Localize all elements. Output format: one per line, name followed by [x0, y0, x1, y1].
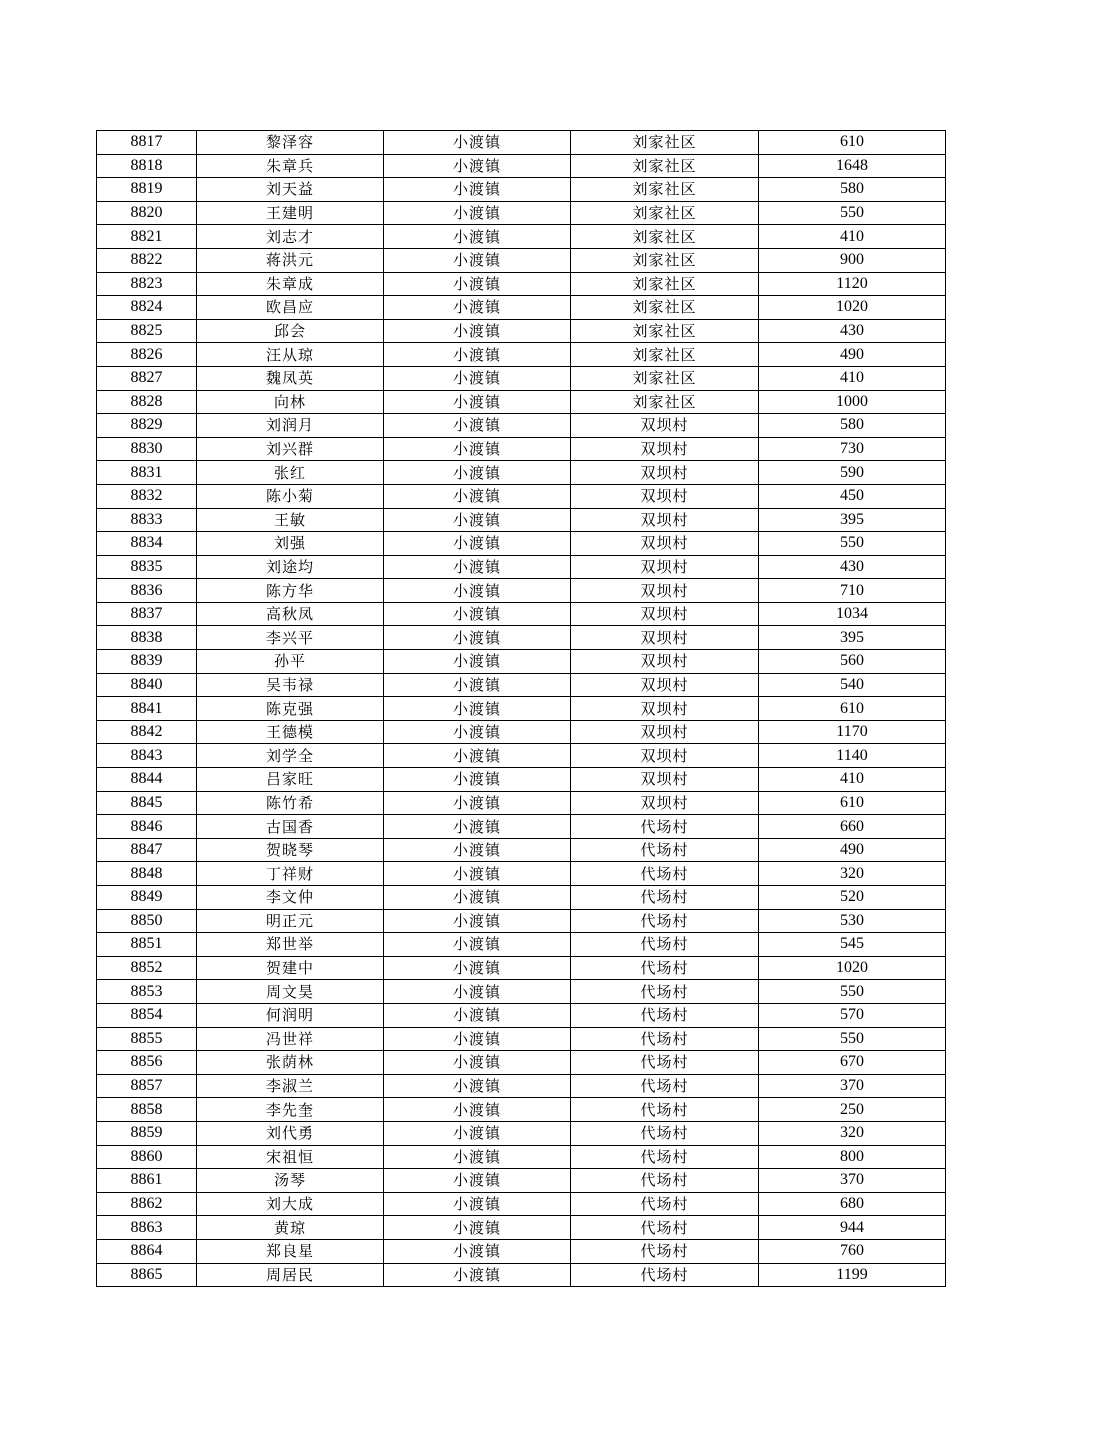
row-id-cell: 8858 — [97, 1098, 197, 1122]
town-cell: 小渡镇 — [384, 697, 571, 721]
village-cell: 双坝村 — [571, 650, 759, 674]
table-row — [97, 697, 946, 721]
name-cell: 陈克强 — [197, 697, 384, 721]
town-cell: 小渡镇 — [384, 1027, 571, 1051]
name-cell: 陈竹希 — [197, 791, 384, 815]
town-cell: 小渡镇 — [384, 154, 571, 178]
amount-cell: 490 — [759, 343, 946, 367]
row-id-cell: 8826 — [97, 343, 197, 367]
village-cell: 代场村 — [571, 1239, 759, 1263]
table-row — [97, 886, 946, 910]
village-cell: 代场村 — [571, 1216, 759, 1240]
row-id-cell: 8819 — [97, 178, 197, 202]
table-row — [97, 768, 946, 792]
village-cell: 双坝村 — [571, 532, 759, 556]
amount-cell: 540 — [759, 673, 946, 697]
village-cell: 双坝村 — [571, 697, 759, 721]
amount-cell: 370 — [759, 1074, 946, 1098]
village-cell: 双坝村 — [571, 720, 759, 744]
amount-cell: 550 — [759, 980, 946, 1004]
name-cell: 刘代勇 — [197, 1121, 384, 1145]
village-cell: 刘家社区 — [571, 296, 759, 320]
village-cell: 双坝村 — [571, 673, 759, 697]
village-cell: 代场村 — [571, 815, 759, 839]
village-cell: 代场村 — [571, 909, 759, 933]
amount-cell: 610 — [759, 131, 946, 155]
table-row — [97, 1051, 946, 1075]
amount-cell: 660 — [759, 815, 946, 839]
village-cell: 代场村 — [571, 980, 759, 1004]
row-id-cell: 8842 — [97, 720, 197, 744]
row-id-cell: 8863 — [97, 1216, 197, 1240]
village-cell: 代场村 — [571, 1192, 759, 1216]
table-row — [97, 1121, 946, 1145]
town-cell: 小渡镇 — [384, 650, 571, 674]
town-cell: 小渡镇 — [384, 933, 571, 957]
table-row — [97, 225, 946, 249]
amount-cell: 610 — [759, 697, 946, 721]
table-row — [97, 154, 946, 178]
amount-cell: 1034 — [759, 602, 946, 626]
village-cell: 刘家社区 — [571, 272, 759, 296]
row-id-cell: 8839 — [97, 650, 197, 674]
row-id-cell: 8847 — [97, 838, 197, 862]
amount-cell: 1199 — [759, 1263, 946, 1287]
village-cell: 刘家社区 — [571, 154, 759, 178]
amount-cell: 710 — [759, 579, 946, 603]
row-id-cell: 8846 — [97, 815, 197, 839]
name-cell: 朱章成 — [197, 272, 384, 296]
amount-cell: 530 — [759, 909, 946, 933]
row-id-cell: 8853 — [97, 980, 197, 1004]
town-cell: 小渡镇 — [384, 225, 571, 249]
table-row — [97, 201, 946, 225]
name-cell: 刘天益 — [197, 178, 384, 202]
town-cell: 小渡镇 — [384, 131, 571, 155]
amount-cell: 320 — [759, 862, 946, 886]
town-cell: 小渡镇 — [384, 626, 571, 650]
amount-cell: 1170 — [759, 720, 946, 744]
amount-cell: 1140 — [759, 744, 946, 768]
amount-cell: 760 — [759, 1239, 946, 1263]
table-row — [97, 366, 946, 390]
amount-cell: 320 — [759, 1121, 946, 1145]
name-cell: 陈方华 — [197, 579, 384, 603]
village-cell: 双坝村 — [571, 602, 759, 626]
town-cell: 小渡镇 — [384, 484, 571, 508]
amount-cell: 580 — [759, 414, 946, 438]
amount-cell: 250 — [759, 1098, 946, 1122]
table-row — [97, 1263, 946, 1287]
table-row — [97, 414, 946, 438]
table-row — [97, 319, 946, 343]
town-cell: 小渡镇 — [384, 390, 571, 414]
row-id-cell: 8833 — [97, 508, 197, 532]
name-cell: 向林 — [197, 390, 384, 414]
amount-cell: 900 — [759, 248, 946, 272]
amount-cell: 410 — [759, 225, 946, 249]
table-row — [97, 1098, 946, 1122]
table-row — [97, 272, 946, 296]
row-id-cell: 8861 — [97, 1169, 197, 1193]
name-cell: 王敏 — [197, 508, 384, 532]
name-cell: 宋祖恒 — [197, 1145, 384, 1169]
row-id-cell: 8817 — [97, 131, 197, 155]
amount-cell: 430 — [759, 555, 946, 579]
row-id-cell: 8855 — [97, 1027, 197, 1051]
name-cell: 张荫林 — [197, 1051, 384, 1075]
town-cell: 小渡镇 — [384, 1216, 571, 1240]
table-row — [97, 1192, 946, 1216]
town-cell: 小渡镇 — [384, 178, 571, 202]
amount-cell: 395 — [759, 508, 946, 532]
amount-cell: 370 — [759, 1169, 946, 1193]
row-id-cell: 8843 — [97, 744, 197, 768]
village-cell: 代场村 — [571, 1169, 759, 1193]
village-cell: 代场村 — [571, 1051, 759, 1075]
name-cell: 黎泽容 — [197, 131, 384, 155]
table-row — [97, 1145, 946, 1169]
name-cell: 邱会 — [197, 319, 384, 343]
town-cell: 小渡镇 — [384, 1074, 571, 1098]
amount-cell: 580 — [759, 178, 946, 202]
village-cell: 代场村 — [571, 1027, 759, 1051]
table-row — [97, 650, 946, 674]
town-cell: 小渡镇 — [384, 815, 571, 839]
row-id-cell: 8836 — [97, 579, 197, 603]
row-id-cell: 8825 — [97, 319, 197, 343]
table-row — [97, 815, 946, 839]
town-cell: 小渡镇 — [384, 909, 571, 933]
town-cell: 小渡镇 — [384, 296, 571, 320]
row-id-cell: 8828 — [97, 390, 197, 414]
town-cell: 小渡镇 — [384, 1169, 571, 1193]
town-cell: 小渡镇 — [384, 1263, 571, 1287]
name-cell: 欧昌应 — [197, 296, 384, 320]
village-cell: 刘家社区 — [571, 343, 759, 367]
amount-cell: 680 — [759, 1192, 946, 1216]
table-body — [97, 131, 946, 1287]
village-cell: 双坝村 — [571, 744, 759, 768]
name-cell: 汤琴 — [197, 1169, 384, 1193]
village-cell: 刘家社区 — [571, 131, 759, 155]
town-cell: 小渡镇 — [384, 1145, 571, 1169]
table-row — [97, 626, 946, 650]
town-cell: 小渡镇 — [384, 1003, 571, 1027]
amount-cell: 1120 — [759, 272, 946, 296]
town-cell: 小渡镇 — [384, 248, 571, 272]
table-row — [97, 508, 946, 532]
row-id-cell: 8830 — [97, 437, 197, 461]
village-cell: 刘家社区 — [571, 201, 759, 225]
village-cell: 双坝村 — [571, 461, 759, 485]
amount-cell: 1000 — [759, 390, 946, 414]
name-cell: 刘大成 — [197, 1192, 384, 1216]
name-cell: 刘润月 — [197, 414, 384, 438]
amount-cell: 430 — [759, 319, 946, 343]
town-cell: 小渡镇 — [384, 201, 571, 225]
town-cell: 小渡镇 — [384, 862, 571, 886]
name-cell: 刘强 — [197, 532, 384, 556]
table-row — [97, 555, 946, 579]
table-row — [97, 1169, 946, 1193]
name-cell: 周居民 — [197, 1263, 384, 1287]
amount-cell: 1020 — [759, 296, 946, 320]
village-cell: 代场村 — [571, 1145, 759, 1169]
village-cell: 刘家社区 — [571, 248, 759, 272]
town-cell: 小渡镇 — [384, 366, 571, 390]
table-row — [97, 390, 946, 414]
town-cell: 小渡镇 — [384, 744, 571, 768]
row-id-cell: 8820 — [97, 201, 197, 225]
town-cell: 小渡镇 — [384, 1239, 571, 1263]
table-row — [97, 1216, 946, 1240]
village-cell: 代场村 — [571, 956, 759, 980]
row-id-cell: 8822 — [97, 248, 197, 272]
name-cell: 吴韦禄 — [197, 673, 384, 697]
village-cell: 双坝村 — [571, 555, 759, 579]
village-cell: 代场村 — [571, 1263, 759, 1287]
village-cell: 双坝村 — [571, 508, 759, 532]
town-cell: 小渡镇 — [384, 272, 571, 296]
amount-cell: 520 — [759, 886, 946, 910]
village-cell: 双坝村 — [571, 437, 759, 461]
row-id-cell: 8832 — [97, 484, 197, 508]
town-cell: 小渡镇 — [384, 673, 571, 697]
amount-cell: 944 — [759, 1216, 946, 1240]
village-cell: 代场村 — [571, 1003, 759, 1027]
town-cell: 小渡镇 — [384, 886, 571, 910]
name-cell: 明正元 — [197, 909, 384, 933]
town-cell: 小渡镇 — [384, 980, 571, 1004]
row-id-cell: 8860 — [97, 1145, 197, 1169]
row-id-cell: 8857 — [97, 1074, 197, 1098]
town-cell: 小渡镇 — [384, 956, 571, 980]
village-cell: 刘家社区 — [571, 225, 759, 249]
name-cell: 郑世举 — [197, 933, 384, 957]
row-id-cell: 8840 — [97, 673, 197, 697]
table-row — [97, 673, 946, 697]
name-cell: 何润明 — [197, 1003, 384, 1027]
row-id-cell: 8849 — [97, 886, 197, 910]
name-cell: 魏凤英 — [197, 366, 384, 390]
row-id-cell: 8831 — [97, 461, 197, 485]
village-cell: 双坝村 — [571, 579, 759, 603]
table-row — [97, 296, 946, 320]
town-cell: 小渡镇 — [384, 437, 571, 461]
amount-cell: 545 — [759, 933, 946, 957]
amount-cell: 490 — [759, 838, 946, 862]
table-row — [97, 461, 946, 485]
town-cell: 小渡镇 — [384, 319, 571, 343]
row-id-cell: 8864 — [97, 1239, 197, 1263]
village-cell: 代场村 — [571, 933, 759, 957]
town-cell: 小渡镇 — [384, 720, 571, 744]
village-cell: 双坝村 — [571, 768, 759, 792]
name-cell: 刘学全 — [197, 744, 384, 768]
village-cell: 双坝村 — [571, 791, 759, 815]
row-id-cell: 8850 — [97, 909, 197, 933]
amount-cell: 590 — [759, 461, 946, 485]
table-row — [97, 744, 946, 768]
name-cell: 李兴平 — [197, 626, 384, 650]
amount-cell: 560 — [759, 650, 946, 674]
village-cell: 刘家社区 — [571, 178, 759, 202]
table-row — [97, 933, 946, 957]
name-cell: 吕家旺 — [197, 768, 384, 792]
name-cell: 陈小菊 — [197, 484, 384, 508]
name-cell: 王德模 — [197, 720, 384, 744]
row-id-cell: 8845 — [97, 791, 197, 815]
name-cell: 周文昊 — [197, 980, 384, 1004]
table-row — [97, 437, 946, 461]
amount-cell: 550 — [759, 532, 946, 556]
village-cell: 双坝村 — [571, 414, 759, 438]
row-id-cell: 8838 — [97, 626, 197, 650]
name-cell: 丁祥财 — [197, 862, 384, 886]
name-cell: 郑良星 — [197, 1239, 384, 1263]
row-id-cell: 8835 — [97, 555, 197, 579]
village-cell: 代场村 — [571, 1098, 759, 1122]
town-cell: 小渡镇 — [384, 1192, 571, 1216]
town-cell: 小渡镇 — [384, 1051, 571, 1075]
row-id-cell: 8854 — [97, 1003, 197, 1027]
name-cell: 冯世祥 — [197, 1027, 384, 1051]
table-row — [97, 178, 946, 202]
town-cell: 小渡镇 — [384, 1098, 571, 1122]
village-cell: 代场村 — [571, 1074, 759, 1098]
town-cell: 小渡镇 — [384, 532, 571, 556]
name-cell: 贺建中 — [197, 956, 384, 980]
amount-cell: 410 — [759, 366, 946, 390]
row-id-cell: 8844 — [97, 768, 197, 792]
amount-cell: 730 — [759, 437, 946, 461]
name-cell: 李淑兰 — [197, 1074, 384, 1098]
data-table — [96, 130, 946, 1287]
name-cell: 古国香 — [197, 815, 384, 839]
table-row — [97, 838, 946, 862]
table-row — [97, 720, 946, 744]
name-cell: 李文仲 — [197, 886, 384, 910]
amount-cell: 395 — [759, 626, 946, 650]
table-row — [97, 131, 946, 155]
name-cell: 朱章兵 — [197, 154, 384, 178]
amount-cell: 570 — [759, 1003, 946, 1027]
amount-cell: 1648 — [759, 154, 946, 178]
town-cell: 小渡镇 — [384, 768, 571, 792]
town-cell: 小渡镇 — [384, 791, 571, 815]
village-cell: 代场村 — [571, 838, 759, 862]
table-row — [97, 343, 946, 367]
table-row — [97, 579, 946, 603]
amount-cell: 670 — [759, 1051, 946, 1075]
row-id-cell: 8829 — [97, 414, 197, 438]
name-cell: 贺晓琴 — [197, 838, 384, 862]
name-cell: 汪从琼 — [197, 343, 384, 367]
row-id-cell: 8848 — [97, 862, 197, 886]
row-id-cell: 8851 — [97, 933, 197, 957]
table-row — [97, 980, 946, 1004]
village-cell: 代场村 — [571, 862, 759, 886]
town-cell: 小渡镇 — [384, 579, 571, 603]
town-cell: 小渡镇 — [384, 343, 571, 367]
name-cell: 张红 — [197, 461, 384, 485]
table-row — [97, 956, 946, 980]
row-id-cell: 8862 — [97, 1192, 197, 1216]
name-cell: 刘途均 — [197, 555, 384, 579]
table-row — [97, 532, 946, 556]
name-cell: 王建明 — [197, 201, 384, 225]
town-cell: 小渡镇 — [384, 1121, 571, 1145]
town-cell: 小渡镇 — [384, 461, 571, 485]
row-id-cell: 8856 — [97, 1051, 197, 1075]
table-row — [97, 1239, 946, 1263]
name-cell: 孙平 — [197, 650, 384, 674]
table-row — [97, 248, 946, 272]
amount-cell: 1020 — [759, 956, 946, 980]
row-id-cell: 8827 — [97, 366, 197, 390]
row-id-cell: 8865 — [97, 1263, 197, 1287]
amount-cell: 550 — [759, 201, 946, 225]
village-cell: 刘家社区 — [571, 390, 759, 414]
name-cell: 蒋洪元 — [197, 248, 384, 272]
village-cell: 双坝村 — [571, 626, 759, 650]
table-row — [97, 602, 946, 626]
table-row — [97, 1027, 946, 1051]
village-cell: 刘家社区 — [571, 319, 759, 343]
town-cell: 小渡镇 — [384, 602, 571, 626]
name-cell: 刘兴群 — [197, 437, 384, 461]
row-id-cell: 8841 — [97, 697, 197, 721]
table-row — [97, 791, 946, 815]
amount-cell: 610 — [759, 791, 946, 815]
town-cell: 小渡镇 — [384, 508, 571, 532]
amount-cell: 410 — [759, 768, 946, 792]
village-cell: 代场村 — [571, 1121, 759, 1145]
row-id-cell: 8834 — [97, 532, 197, 556]
table-row — [97, 862, 946, 886]
row-id-cell: 8859 — [97, 1121, 197, 1145]
name-cell: 黄琼 — [197, 1216, 384, 1240]
row-id-cell: 8837 — [97, 602, 197, 626]
name-cell: 高秋凤 — [197, 602, 384, 626]
town-cell: 小渡镇 — [384, 555, 571, 579]
name-cell: 刘志才 — [197, 225, 384, 249]
town-cell: 小渡镇 — [384, 838, 571, 862]
table-row — [97, 909, 946, 933]
town-cell: 小渡镇 — [384, 414, 571, 438]
table-row — [97, 1003, 946, 1027]
table-row — [97, 484, 946, 508]
village-cell: 代场村 — [571, 886, 759, 910]
amount-cell: 550 — [759, 1027, 946, 1051]
village-cell: 双坝村 — [571, 484, 759, 508]
village-cell: 刘家社区 — [571, 366, 759, 390]
amount-cell: 800 — [759, 1145, 946, 1169]
table-row — [97, 1074, 946, 1098]
row-id-cell: 8818 — [97, 154, 197, 178]
row-id-cell: 8852 — [97, 956, 197, 980]
row-id-cell: 8821 — [97, 225, 197, 249]
name-cell: 李先奎 — [197, 1098, 384, 1122]
row-id-cell: 8823 — [97, 272, 197, 296]
amount-cell: 450 — [759, 484, 946, 508]
row-id-cell: 8824 — [97, 296, 197, 320]
